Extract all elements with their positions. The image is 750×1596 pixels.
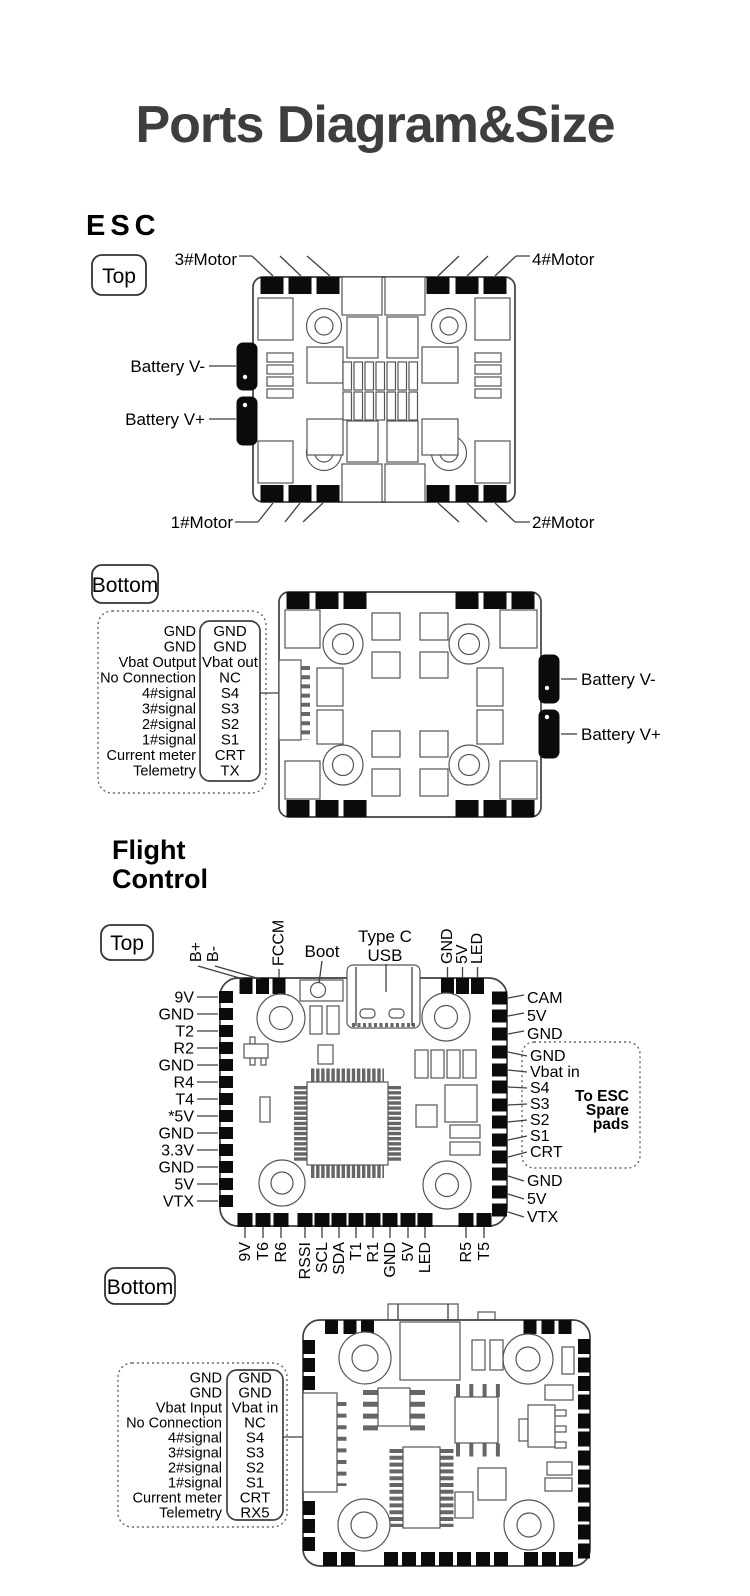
motor1-label: 1#Motor (170, 513, 233, 532)
pin-desc: GND (163, 624, 196, 640)
usb-label-line1: Type C (358, 927, 412, 946)
pin-name: S3 (220, 700, 240, 718)
fccm-label: FCCM (270, 919, 288, 966)
pin-map-table (98, 611, 280, 793)
fc-top-diagram (0, 895, 750, 1296)
fc-heading-line1: Flight (112, 835, 186, 865)
right-pin-label: VTX (527, 1209, 559, 1226)
usb-connector-profile (388, 1304, 495, 1321)
pin-name: NC (219, 669, 241, 687)
bottom-pin-label: GND (382, 1242, 399, 1278)
pin-desc: 1#signal (141, 732, 196, 749)
bottom-pin-label: LED (417, 1242, 434, 1274)
right-pin-label: 5V (527, 1008, 547, 1025)
pin-name: CRT (239, 1489, 271, 1507)
pin-name: S4 (220, 685, 240, 702)
pin-desc: 2#signal (141, 717, 196, 733)
pcb-board (237, 277, 515, 502)
pcb-board (219, 965, 507, 1227)
battery-neg-label: Battery V- (581, 670, 656, 689)
spare-pin-label: GND (530, 1048, 566, 1065)
mcu-qfp-chip (301, 1075, 395, 1172)
pin-desc: 1#signal (167, 1475, 222, 1492)
left-pin-label: GND (158, 1125, 194, 1143)
pin-header-connector (303, 1393, 342, 1492)
left-pin-label: 5V (174, 1176, 194, 1194)
right-pin-label: 5V (527, 1191, 547, 1208)
view-label-box (105, 1268, 175, 1304)
pin-name: S1 (220, 731, 240, 749)
spare-pin-label: S3 (530, 1096, 550, 1113)
pin-name: GND (213, 623, 247, 640)
pin-header-connector (279, 660, 306, 740)
pin-desc: 2#signal (167, 1460, 222, 1477)
left-pin-label: GND (158, 1006, 194, 1024)
left-pin-label: R2 (173, 1040, 194, 1058)
pin-desc: Telemetry (133, 763, 196, 780)
usb-label-line2: USB (367, 946, 403, 965)
pin-desc: Vbat Input (155, 1400, 222, 1417)
gnd-top-label: GND (439, 928, 456, 964)
bottom-pin-label: SCL (314, 1242, 331, 1274)
boot-button (300, 980, 343, 1001)
spare-note-line: Spare (585, 1102, 629, 1119)
led-top-label: LED (469, 932, 486, 964)
view-label: Bottom (106, 1276, 174, 1299)
pin-desc: Current meter (106, 748, 196, 764)
right-pin-label: CAM (527, 990, 563, 1007)
pcb-board (303, 1304, 590, 1566)
view-label: Bottom (91, 574, 159, 597)
left-pin-label: GND (158, 1159, 194, 1177)
fc-heading-line2: Control (112, 864, 208, 894)
bottom-pin-label: 5V (400, 1242, 417, 1262)
esc-bottom-diagram (0, 550, 750, 840)
soic-chip-right (455, 1391, 502, 1451)
motor3-label: 3#Motor (174, 250, 237, 269)
pin-desc: GND (189, 1370, 222, 1387)
bottom-pin-label: 9V (237, 1242, 254, 1262)
spare-pin-label: S2 (530, 1112, 550, 1129)
pin-desc: 4#signal (167, 1430, 222, 1447)
boot-label: Boot (304, 942, 340, 961)
battery-pos-label: Battery V+ (581, 725, 661, 744)
spare-pin-label: S1 (530, 1128, 550, 1145)
battery-tabs (539, 655, 559, 758)
bottom-pin-label: T6 (255, 1242, 272, 1261)
bottom-pin-label: SDA (331, 1242, 348, 1275)
b-plus-label: B+ (188, 941, 205, 962)
spare-note-line: pads (592, 1116, 629, 1133)
esc-section-heading: ESC (86, 210, 161, 242)
bottom-pin-label: T1 (348, 1242, 365, 1261)
pin-name: NC (244, 1414, 266, 1432)
battery-pos-label: Battery V+ (125, 410, 205, 429)
left-pin-label: GND (158, 1057, 194, 1075)
pin-name: S2 (245, 1459, 265, 1477)
pin-name: CRT (214, 747, 246, 764)
labels (561, 670, 661, 744)
left-pin-label: *5V (168, 1108, 194, 1126)
pin-desc: Telemetry (159, 1505, 222, 1522)
right-pin-label: GND (527, 1026, 563, 1043)
left-pin-label: T2 (175, 1023, 194, 1041)
view-label-box (92, 255, 146, 295)
pin-desc: Current meter (132, 1490, 222, 1507)
pin-desc: No Connection (126, 1415, 222, 1432)
spare-note-line: To ESC (575, 1088, 629, 1105)
pin-map-table (118, 1363, 304, 1527)
spare-pin-label: CRT (530, 1144, 563, 1161)
page-title: Ports Diagram&Size (135, 96, 615, 154)
pin-desc: 3#signal (141, 701, 196, 718)
spare-pin-label: Vbat in (530, 1064, 580, 1081)
right-pin-labels (508, 990, 640, 1226)
pcb-board (279, 592, 559, 817)
pin-desc: 4#signal (141, 686, 196, 702)
bottom-pin-label: R5 (458, 1242, 475, 1263)
pin-name: S4 (245, 1429, 265, 1447)
bottom-pin-label: RSSI (297, 1242, 314, 1280)
pin-name: TX (220, 762, 240, 780)
flight-control-section-heading (112, 836, 208, 894)
view-label-box (92, 565, 159, 603)
pin-name: Vbat in (231, 1399, 279, 1417)
pin-desc: No Connection (100, 670, 196, 687)
bottom-pin-label: T5 (476, 1242, 493, 1261)
motor4-label: 4#Motor (532, 250, 595, 269)
left-pin-label: VTX (162, 1193, 194, 1211)
pin-desc: Vbat Output (118, 655, 196, 671)
pin-name: S1 (245, 1474, 265, 1492)
pin-desc: 3#signal (167, 1445, 222, 1462)
left-pin-labels (158, 990, 218, 1211)
soic-chip-left (371, 1388, 418, 1431)
pin-name: RX5 (240, 1504, 270, 1522)
ssop-chip (396, 1447, 447, 1528)
left-pin-label: R4 (173, 1074, 194, 1092)
usb-c-connector (347, 965, 420, 1028)
5v-top-label: 5V (454, 944, 471, 964)
esc-top-diagram (0, 240, 750, 545)
bottom-pin-label: R6 (273, 1242, 290, 1263)
pin-name: GND (238, 1384, 272, 1402)
battery-neg-label: Battery V- (130, 357, 205, 376)
pin-name: S3 (245, 1444, 265, 1462)
left-pin-label: T4 (175, 1091, 194, 1109)
pin-desc: GND (189, 1385, 222, 1402)
b-minus-label: B- (205, 946, 222, 962)
pin-name: Vbat out (202, 654, 258, 671)
motor2-label: 2#Motor (532, 513, 595, 532)
pin-desc: GND (163, 639, 196, 656)
right-pin-label: GND (527, 1173, 563, 1190)
view-label: Top (110, 932, 144, 955)
view-label: Top (102, 265, 136, 288)
spare-pin-label: S4 (530, 1080, 550, 1097)
pin-name: GND (213, 638, 247, 656)
pin-name: GND (238, 1369, 272, 1387)
pin-name: S2 (220, 716, 240, 733)
left-pin-label: 9V (174, 989, 194, 1007)
left-pin-label: 3.3V (161, 1142, 194, 1160)
view-label-box (101, 925, 153, 960)
fc-bottom-diagram (0, 1255, 750, 1596)
bottom-pin-label: R1 (365, 1242, 382, 1263)
